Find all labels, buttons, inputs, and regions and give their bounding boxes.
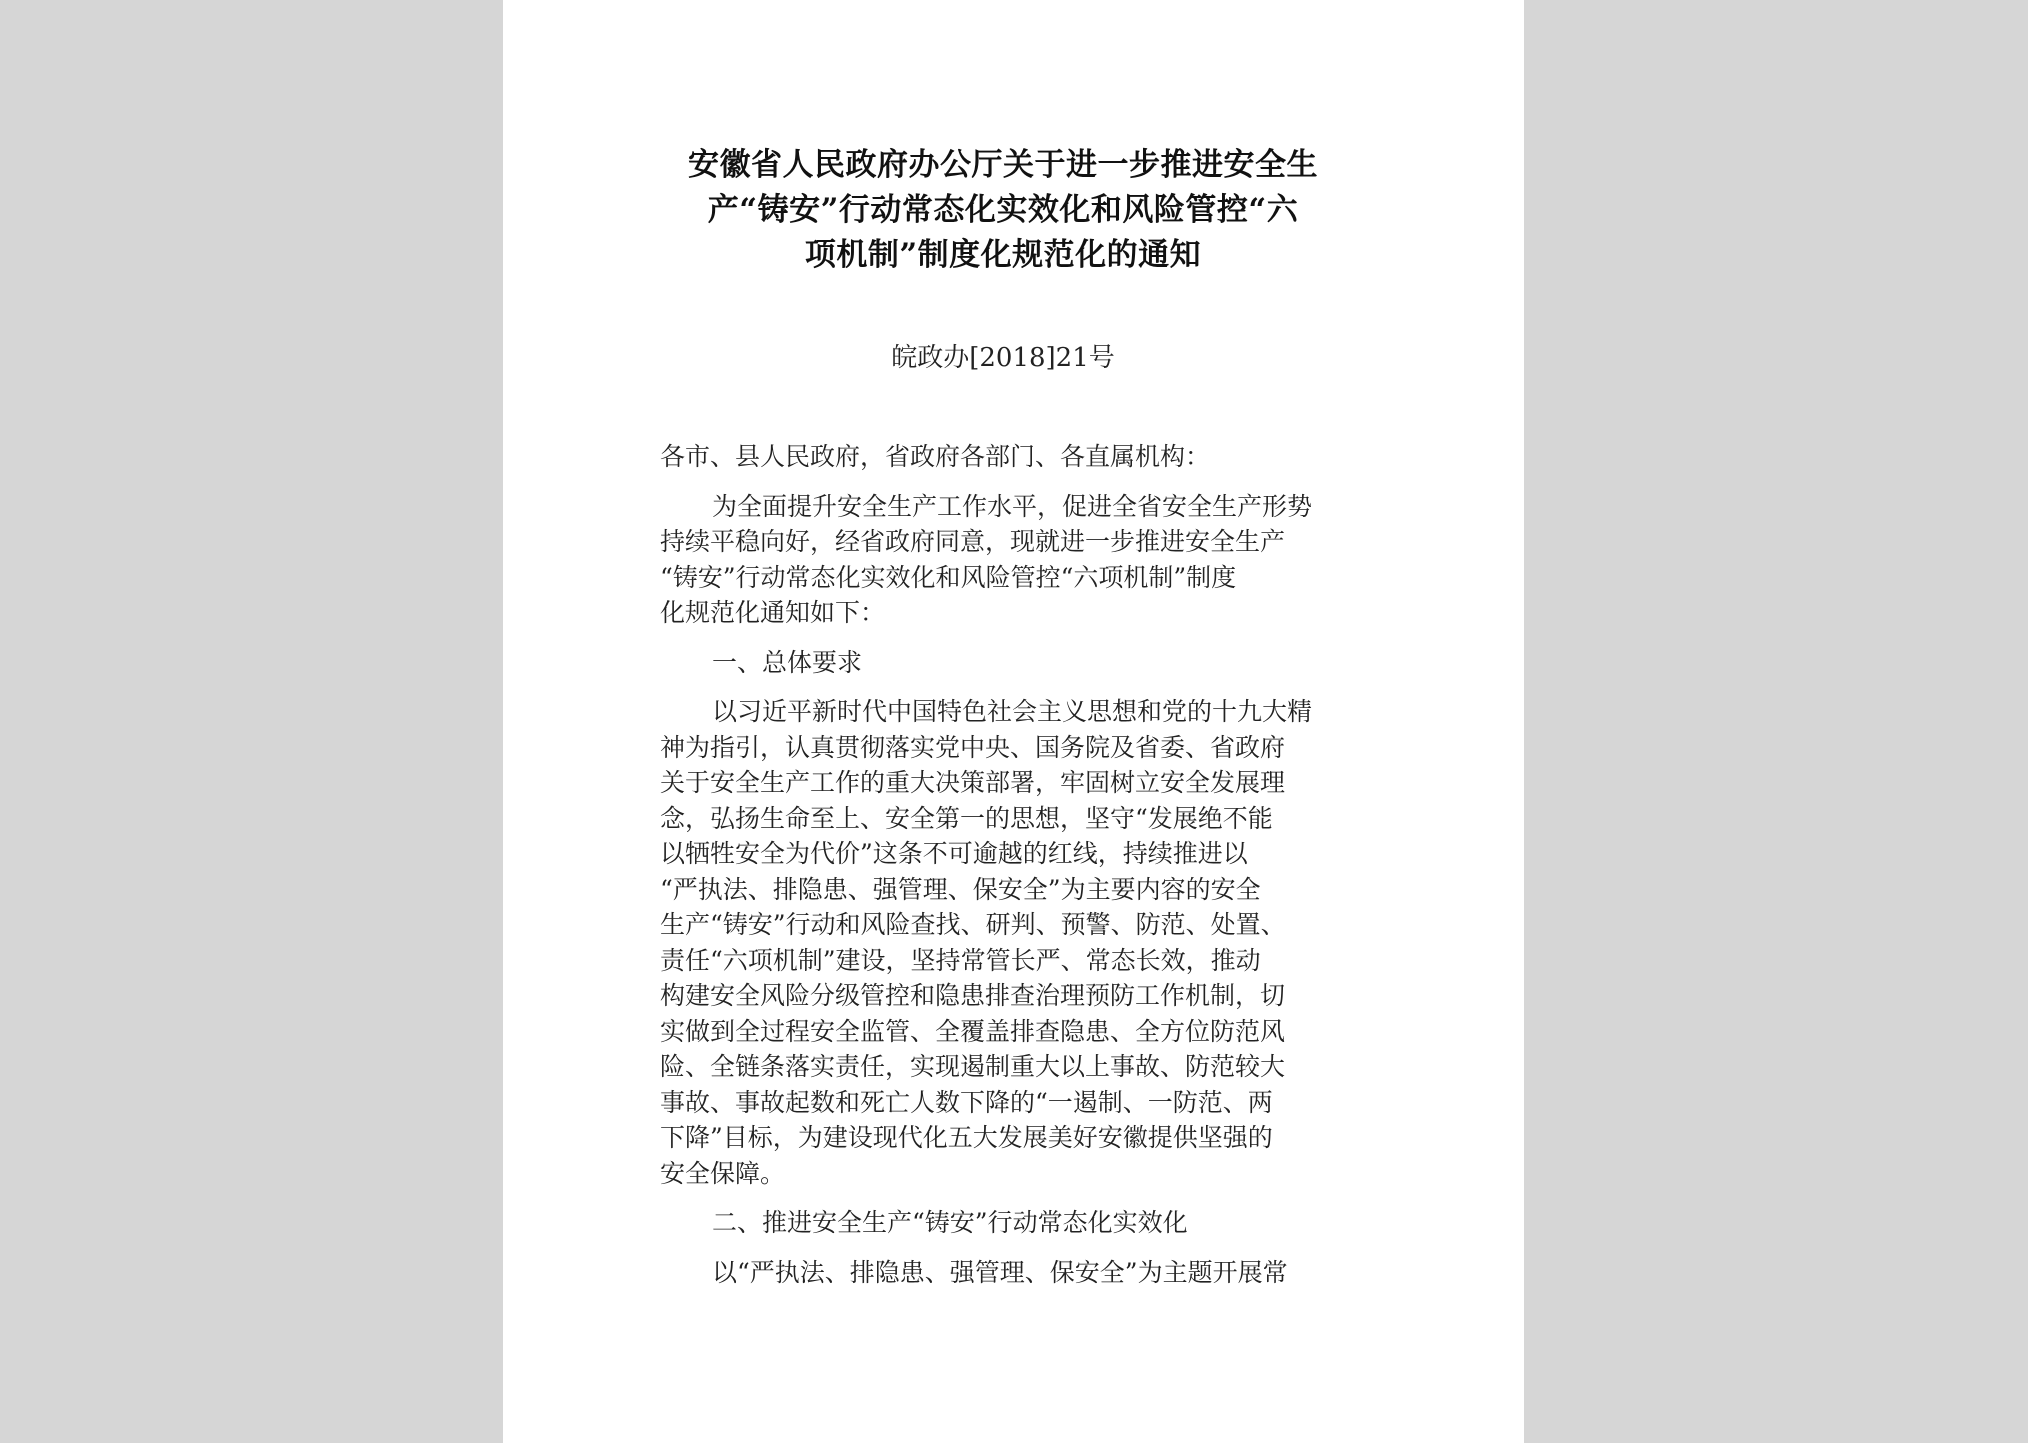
paragraph-line: 化规范化通知如下： <box>660 598 886 627</box>
section2-paragraph <box>660 1255 1440 1291</box>
section1-heading: 一、总体要求 <box>712 647 863 677</box>
document-number: 皖政办[2018]21号 <box>891 343 1115 373</box>
paragraph-line: 念，弘扬生命至上、安全第一的思想，坚守“发展绝不能 <box>660 803 1273 833</box>
paragraph-line: 神为指引，认真贯彻落实党中央、国务院及省委、省政府 <box>660 732 1286 762</box>
paragraph-line: 事故、事故起数和死亡人数下降的“一遏制、一防范、两 <box>660 1087 1273 1117</box>
paragraph-line: 为全面提升安全生产工作水平，促进全省安全生产形势 <box>712 491 1313 521</box>
title-line: 产“铸安”行动常态化实效化和风险管控“六 <box>707 192 1299 228</box>
salutation: 各市、县人民政府，省政府各部门、各直属机构： <box>660 442 1211 471</box>
paragraph-line: 构建安全风险分级管控和隐患排查治理预防工作机制，切 <box>660 981 1286 1010</box>
paragraph-line: 以牺牲安全为代价”这条不可逾越的红线，持续推进以 <box>660 839 1248 868</box>
paragraph-line: 生产“铸安”行动和风险查找、研判、预警、防范、处置、 <box>660 910 1286 939</box>
title-line: 安徽省人民政府办公厅关于进一步推进安全生 <box>688 147 1318 183</box>
paragraph-line: 下降”目标，为建设现代化五大发展美好安徽提供坚强的 <box>660 1123 1273 1152</box>
section2-heading: 二、推进安全生产“铸安”行动常态化实效化 <box>712 1208 1188 1237</box>
intro-paragraph <box>660 489 1440 631</box>
document-title <box>653 143 1353 278</box>
paragraph-line: “严执法、排隐患、强管理、保安全”为主要内容的安全 <box>660 874 1261 904</box>
section1-paragraph <box>660 694 1440 1191</box>
paragraph-line: 责任“六项机制”建设，坚持常管长严、常态长效，推动 <box>660 945 1261 975</box>
title-line: 项机制”制度化规范化的通知 <box>804 237 1202 273</box>
paragraph-line: 以习近平新时代中国特色社会主义思想和党的十九大精 <box>712 697 1313 726</box>
paragraph-line: 险、全链条落实责任，实现遏制重大以上事故、防范较大 <box>660 1052 1286 1081</box>
document-page <box>503 0 1524 1443</box>
paragraph-line: 实做到全过程安全监管、全覆盖排查隐患、全方位防范风 <box>660 1016 1286 1046</box>
paragraph-line: “铸安”行动常态化实效化和风险管控“六项机制”制度 <box>660 562 1237 592</box>
paragraph-line: 持续平稳向好，经省政府同意，现就进一步推进安全生产 <box>660 527 1286 556</box>
paragraph-line: 关于安全生产工作的重大决策部署，牢固树立安全发展理 <box>660 768 1286 797</box>
document-body <box>660 439 1440 1290</box>
paragraph-line: 安全保障。 <box>660 1158 786 1188</box>
paragraph-line: 以“严执法、排隐患、强管理、保安全”为主题开展常 <box>712 1257 1288 1287</box>
